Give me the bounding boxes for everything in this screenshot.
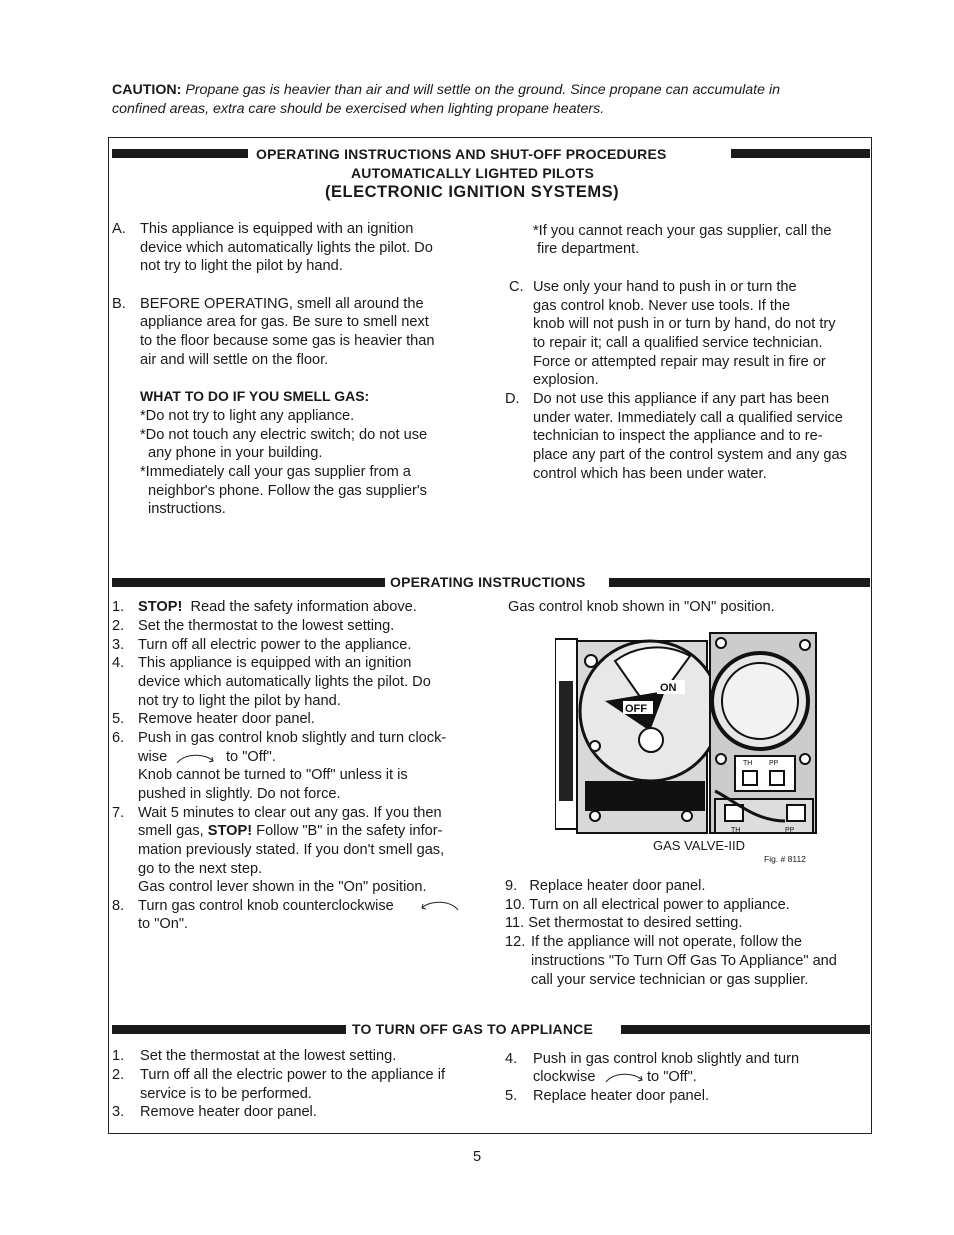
step-11: 11. Set thermostat to desired setting. — [505, 915, 743, 931]
item-a-line-3: not try to light the pilot by hand. — [140, 258, 343, 274]
step-12-number: 12. — [505, 934, 526, 950]
turnoff-step-4-line-1: Push in gas control knob slightly and turn — [533, 1051, 800, 1067]
step-7-stop: STOP! — [207, 823, 253, 839]
turnoff-bar-left — [112, 1025, 346, 1034]
header-bar-left — [112, 149, 248, 158]
caution-line-1: Propane gas is heavier than air and will settle on the ground. Since propane can accumulate in — [185, 82, 780, 98]
turnoff-step-5-number: 5. — [505, 1088, 518, 1104]
step-5: Remove heater door panel. — [138, 711, 315, 727]
smell-gas-line-5: neighbor's phone. Follow the gas supplier's — [148, 483, 427, 499]
turnoff-step-4-line-2b: to "Off". — [647, 1069, 697, 1085]
item-d-line-1: Do not use this appliance if any part has been — [533, 391, 830, 407]
turnoff-step-3: Remove heater door panel. — [140, 1104, 317, 1120]
turnoff-step-2-number: 2. — [112, 1067, 125, 1083]
step-12-line-2: instructions "To Turn Off Gas To Appliance" and — [531, 953, 837, 969]
device-on-label: ON — [660, 682, 677, 694]
section1-title-2: AUTOMATICALLY LIGHTED PILOTS — [351, 165, 595, 181]
brand-strip — [559, 681, 573, 801]
knob-caption: Gas control knob shown in "ON" position. — [508, 599, 775, 615]
section1-title-3: (ELECTRONIC IGNITION SYSTEMS) — [325, 183, 620, 201]
turnoff-step-1: Set the thermostat at the lowest setting. — [140, 1048, 397, 1064]
step-12-line-1: If the appliance will not operate, follow the — [531, 934, 802, 950]
smell-gas-line-3: any phone in your building. — [148, 445, 323, 461]
device-pp-label-2: PP — [785, 827, 795, 834]
step-7-line-2a: smell gas, — [138, 823, 208, 839]
item-b-line-2: appliance area for gas. Be sure to smell next — [140, 314, 429, 330]
clockwise-arrow-icon-2 — [604, 1070, 646, 1084]
step-6-line-3: Knob cannot be turned to "Off" unless it is — [138, 767, 408, 783]
fire-dept-line-2: fire department. — [537, 241, 640, 257]
turnoff-step-2-line-1: Turn off all the electric power to the appliance if — [140, 1067, 446, 1083]
section3-title: TO TURN OFF GAS TO APPLIANCE — [352, 1021, 594, 1037]
step-4-line-3: not try to light the pilot by hand. — [138, 693, 341, 709]
step-6-line-1: Push in gas control knob slightly and turn clock- — [138, 730, 447, 746]
device-th-label-1: TH — [743, 760, 753, 767]
item-d-line-2: under water. Immediately call a qualified service — [533, 410, 843, 426]
item-c-line-5: Force or attempted repair may result in fire or — [533, 354, 826, 370]
page-number: 5 — [472, 1149, 482, 1165]
operating-bar-right — [609, 578, 870, 587]
step-9: 9. Replace heater door panel. — [505, 878, 706, 894]
turnoff-step-4-number: 4. — [505, 1051, 518, 1067]
device-off-label: OFF — [625, 703, 647, 715]
step-4-line-2: device which automatically lights the pilot. Do — [138, 674, 431, 690]
item-b-line-3: to the floor because some gas is heavier than — [140, 333, 435, 349]
step-1-number: 1. — [112, 599, 125, 615]
smell-gas-line-6: instructions. — [148, 501, 226, 517]
step-3: Turn off all electric power to the appliance. — [138, 637, 412, 653]
figure-caption: GAS VALVE-IID — [653, 838, 745, 853]
smell-gas-line-4: *Immediately call your gas supplier from a — [140, 464, 411, 480]
turnoff-step-4-line-2a: clockwise — [533, 1069, 596, 1085]
step-6-line-2b: to "Off". — [226, 749, 276, 765]
clockwise-arrow-icon — [175, 751, 217, 765]
turnoff-step-2-line-2: service is to be performed. — [140, 1086, 312, 1102]
step-4-number: 4. — [112, 655, 125, 671]
header-bar-right — [731, 149, 870, 158]
item-d-line-4: place any part of the control system and any gas — [533, 447, 847, 463]
step-10: 10. Turn on all electrical power to appliance. — [505, 897, 790, 913]
operating-bar-left — [112, 578, 385, 587]
item-d-line-5: control which has been under water. — [533, 466, 767, 482]
smell-gas-line-1: *Do not try to light any appliance. — [140, 408, 355, 424]
step-2: Set the thermostat to the lowest setting. — [138, 618, 395, 634]
item-a-label: A. — [112, 221, 126, 237]
section2-title: OPERATING INSTRUCTIONS — [390, 574, 586, 590]
item-b-line-1: BEFORE OPERATING, smell all around the — [140, 296, 424, 312]
section1-title-1: OPERATING INSTRUCTIONS AND SHUT-OFF PROCEDURES — [256, 146, 667, 162]
step-8-line-1: Turn gas control knob counterclockwise — [138, 898, 394, 914]
item-a-line-1: This appliance is equipped with an ignition — [140, 221, 414, 237]
step-7-line-3: mation previously stated. If you don't smell gas, — [138, 842, 445, 858]
step-6-number: 6. — [112, 730, 125, 746]
step-6-line-2a: wise — [138, 749, 168, 765]
step-8-number: 8. — [112, 898, 125, 914]
item-d-line-3: technician to inspect the appliance and to re- — [533, 428, 823, 444]
item-c-line-3: knob will not push in or turn by hand, do not try — [533, 316, 836, 332]
turnoff-bar-right — [621, 1025, 870, 1034]
item-b-label: B. — [112, 296, 126, 312]
item-b-line-4: air and will settle on the floor. — [140, 352, 329, 368]
item-d-label: D. — [505, 391, 520, 407]
step-1 — [138, 598, 417, 617]
turnoff-step-3-number: 3. — [112, 1104, 125, 1120]
fire-dept-line-1: *If you cannot reach your gas supplier, call the — [533, 223, 832, 239]
step-7-line-4: go to the next step. — [138, 861, 263, 877]
item-c-line-6: explosion. — [533, 372, 599, 388]
step-6-line-4: pushed in slightly. Do not force. — [138, 786, 341, 802]
step-7-line-2 — [138, 822, 443, 841]
caution-label: CAUTION: — [112, 82, 182, 98]
step-1-text: Read the safety information above. — [182, 599, 417, 615]
device-pp-label-1: PP — [769, 760, 779, 767]
item-c-line-1: Use only your hand to push in or turn the — [533, 279, 797, 295]
step-1-stop: STOP! — [138, 599, 183, 615]
smell-gas-heading: WHAT TO DO IF YOU SMELL GAS: — [140, 388, 370, 404]
device-th-label-2: TH — [731, 827, 741, 834]
step-7-line-5: Gas control lever shown in the "On" position. — [138, 879, 427, 895]
item-a-line-2: device which automatically lights the pilot. Do — [140, 240, 433, 256]
caution-note — [112, 81, 862, 119]
step-2-number: 2. — [112, 618, 125, 634]
step-5-number: 5. — [112, 711, 125, 727]
smell-gas-line-2: *Do not touch any electric switch; do not use — [140, 427, 428, 443]
item-c-label: C. — [509, 279, 524, 295]
turnoff-step-1-number: 1. — [112, 1048, 125, 1064]
figure-number: Fig. # 8112 — [764, 854, 806, 864]
step-7-line-1: Wait 5 minutes to clear out any gas. If you then — [138, 805, 442, 821]
item-c-line-2: gas control knob. Never use tools. If the — [533, 298, 791, 314]
turnoff-step-5: Replace heater door panel. — [533, 1088, 710, 1104]
caution-line-2: confined areas, extra care should be exercised when lighting propane heaters. — [112, 101, 605, 117]
step-3-number: 3. — [112, 637, 125, 653]
counterclockwise-arrow-icon — [418, 898, 460, 912]
step-8-line-2: to "On". — [138, 916, 189, 932]
step-7-line-2c: Follow "B" in the safety infor- — [252, 823, 443, 839]
step-12-line-3: call your service technician or gas supplier. — [531, 972, 809, 988]
step-7-number: 7. — [112, 805, 125, 821]
step-4-line-1: This appliance is equipped with an ignition — [138, 655, 412, 671]
gas-valve-illustration — [555, 631, 817, 838]
item-c-line-4: to repair it; call a qualified service technician. — [533, 335, 823, 351]
